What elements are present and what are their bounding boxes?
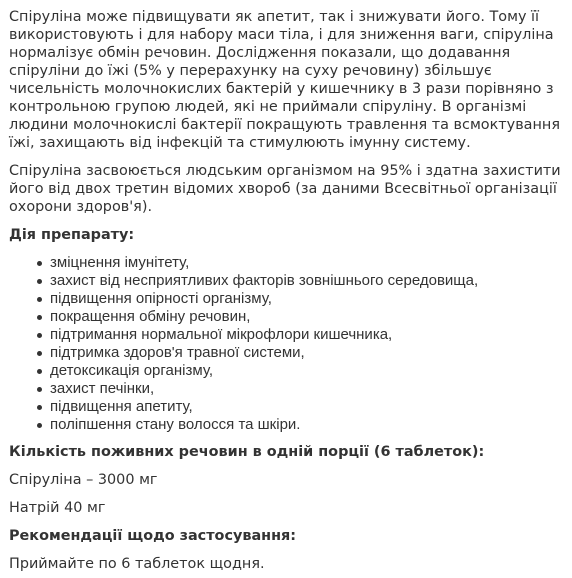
usage-heading: Рекомендації щодо застосування: bbox=[9, 528, 297, 544]
absorption-paragraph: Спіруліна засвоюється людським організмом на 95% і здатна захистити його від двох третин відомих хвороб (за даними Всесвітньої організації охорони здоров'я). bbox=[9, 163, 561, 215]
list-item: поліпшення стану волосся та шкіри. bbox=[50, 416, 564, 434]
list-item: захист від несприятливих факторів зовнішнього середовища, bbox=[50, 272, 564, 290]
nutrient-sodium: Натрій 40 мг bbox=[9, 500, 106, 516]
list-item: підтримання нормальної мікрофлори кишечника, bbox=[50, 326, 564, 344]
nutrient-spirulina: Спіруліна – 3000 мг bbox=[9, 472, 158, 488]
nutrients-heading: Кількість поживних речовин в одній порції (6 таблеток): bbox=[9, 444, 485, 460]
list-item: захист печінки, bbox=[50, 380, 564, 398]
list-item: підвищення опірності організму, bbox=[50, 290, 564, 308]
intro-paragraph: Спіруліна може підвищувати як апетит, так і знижувати його. Тому її використовують і для набору маси тіла, і для зниження ваги, спіруліна нормалізує обмін речовин. Дослідження показали, що додавання спіруліни до їжі (5% у перерахунку на суху речовину) збільшує чисельність молочнокислих бактерій у кишечнику в 3 рази порівняно з контрольною групою людей, які не приймали спіруліну. В організмі людини молочнокислі бактерії покращують травлення та всмоктування їжі, захищають від інфекцій та стимулюють імунну систему. bbox=[9, 9, 560, 151]
usage-text: Приймайте по 6 таблеток щодня. bbox=[9, 556, 265, 572]
list-item: зміцнення імунітету, bbox=[50, 254, 564, 272]
list-item: детоксикація організму, bbox=[50, 362, 564, 380]
action-heading: Дія препарату: bbox=[9, 227, 135, 243]
list-item: підвищення апетиту, bbox=[50, 398, 564, 416]
benefits-list bbox=[9, 254, 564, 434]
list-item: підтримка здоров'я травної системи, bbox=[50, 344, 564, 362]
list-item: покращення обміну речовин, bbox=[50, 308, 564, 326]
